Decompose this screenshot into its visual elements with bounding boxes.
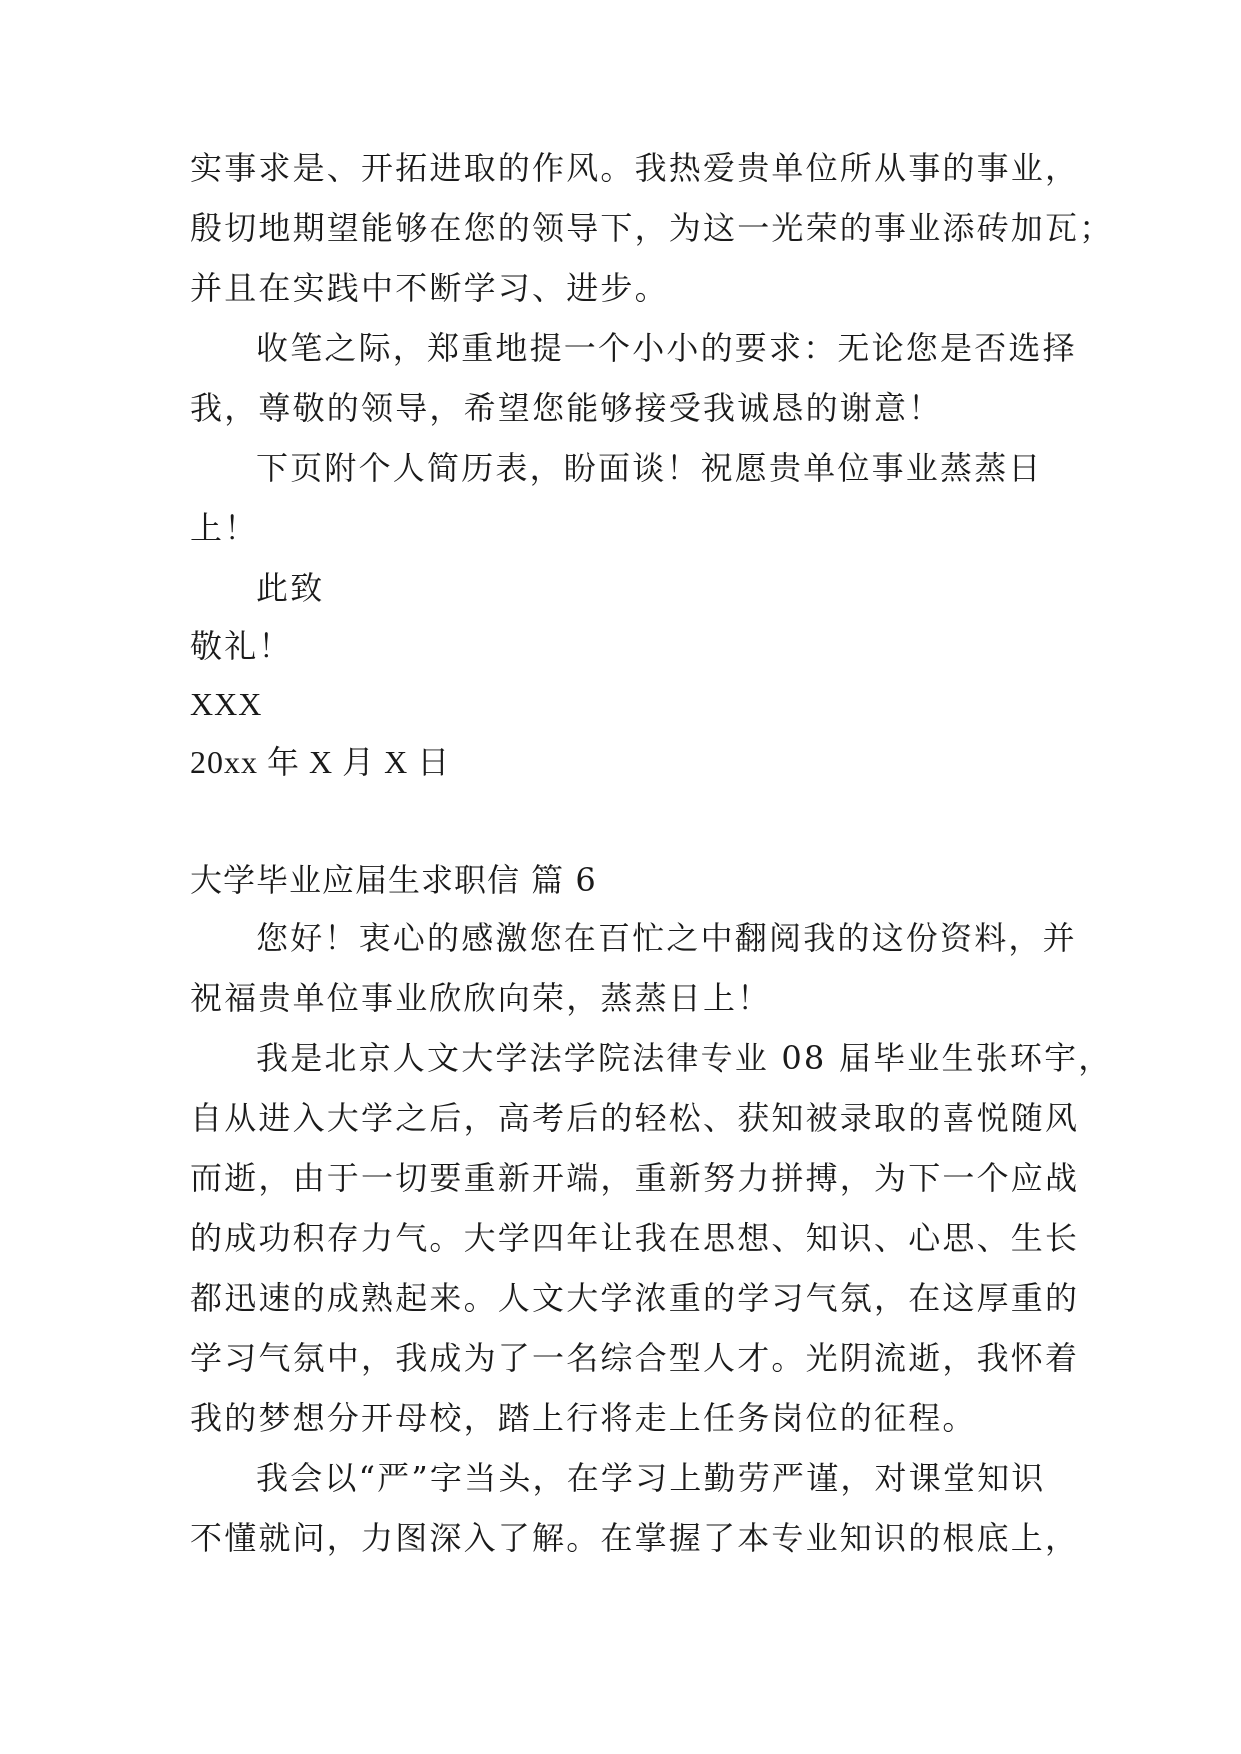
paragraph-line: 我的梦想分开母校，踏上行将走上任务岗位的征程。 (190, 1399, 977, 1437)
signature-text: XXX (190, 686, 263, 722)
paragraph-line: 实事求是、开拓进取的作风。我热爱贵单位所从事的事业， (190, 149, 1080, 187)
paragraph-line: 不懂就问，力图深入了解。在掌握了本专业知识的根底上， (190, 1519, 1080, 1557)
paragraph-line: 都迅速的成熟起来。人文大学浓重的学习气氛，在这厚重的 (190, 1279, 1080, 1317)
paragraph-line: 而逝，由于一切要重新开端，重新努力拼搏，为下一个应战 (190, 1159, 1080, 1197)
paragraph-line: 我，尊敬的领导，希望您能够接受我诚恳的谢意！ (190, 389, 943, 427)
paragraph-line: 的成功积存力气。大学四年让我在思想、知识、心思、生长 (190, 1219, 1080, 1257)
paragraph-line: 祝福贵单位事业欣欣向荣，蒸蒸日上！ (190, 979, 772, 1017)
paragraph-line: 学习气氛中，我成为了一名综合型人才。光阴流逝，我怀着 (190, 1339, 1080, 1377)
paragraph-line: 收笔之际，郑重地提一个小小的要求：无论您是否选择 (256, 329, 1077, 367)
paragraph-line: 您好！衷心的感激您在百忙之中翻阅我的这份资料，并 (256, 919, 1077, 957)
paragraph-line: 我会以“严”字当头，在学习上勤劳严谨，对课堂知识 (256, 1459, 1046, 1497)
salute-text: 敬礼！ (190, 627, 293, 665)
paragraph-line: 我是北京人文大学法学院法律专业 08 届毕业生张环宇， (256, 1039, 1113, 1077)
paragraph-line: 自从进入大学之后，高考后的轻松、获知被录取的喜悦随风 (190, 1099, 1080, 1137)
paragraph-line: 并且在实践中不断学习、进步。 (190, 269, 669, 307)
closing-text: 此致 (256, 569, 325, 607)
section-heading: 大学毕业应届生求职信 篇 6 (190, 861, 597, 899)
paragraph-line: 殷切地期望能够在您的领导下，为这一光荣的事业添砖加瓦； (190, 209, 1114, 247)
paragraph-line: 上！ (190, 509, 259, 547)
date-text: 20xx 年 X 月 X 日 (190, 744, 451, 780)
paragraph-line: 下页附个人简历表，盼面谈！祝愿贵单位事业蒸蒸日 (256, 449, 1043, 487)
